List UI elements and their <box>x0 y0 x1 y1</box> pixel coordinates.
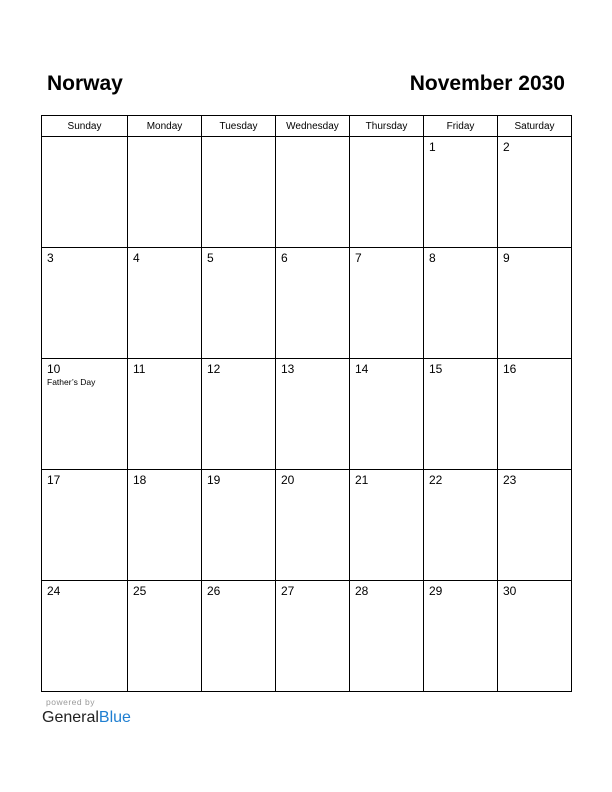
week-row <box>42 248 572 359</box>
day-number: 19 <box>207 473 221 487</box>
day-number: 5 <box>207 251 214 265</box>
day-cell <box>128 581 202 692</box>
day-cell <box>42 248 128 359</box>
day-cell <box>498 470 572 581</box>
day-number <box>202 137 275 140</box>
day-number: 6 <box>281 251 288 265</box>
week-row <box>42 581 572 692</box>
day-cell <box>498 359 572 470</box>
day-number: 9 <box>503 251 510 265</box>
day-number: 10 <box>47 362 61 376</box>
day-number: 11 <box>133 362 146 376</box>
day-cell <box>498 137 572 248</box>
weekday-header-row <box>42 116 572 137</box>
day-number: 28 <box>355 584 369 598</box>
day-number: 22 <box>429 473 443 487</box>
weekday-header-saturday: Saturday <box>498 116 572 137</box>
day-cell <box>424 137 498 248</box>
brand-name-part2: Blue <box>98 709 131 726</box>
day-cell <box>350 137 424 248</box>
day-cell <box>424 470 498 581</box>
day-number: 14 <box>355 362 369 376</box>
day-cell <box>202 581 276 692</box>
day-number: 18 <box>133 473 147 487</box>
day-cell <box>128 470 202 581</box>
month-year-title: November 2030 <box>409 72 565 95</box>
weekday-header-tuesday: Tuesday <box>202 116 276 137</box>
day-number: 2 <box>503 140 510 154</box>
day-cell <box>276 470 350 581</box>
day-number: 16 <box>503 362 517 376</box>
day-number <box>276 137 349 140</box>
month-calendar-grid <box>41 115 572 692</box>
day-cell <box>128 359 202 470</box>
day-cell <box>498 248 572 359</box>
week-row <box>42 359 572 470</box>
day-number: 21 <box>355 473 369 487</box>
day-number <box>128 137 201 140</box>
day-cell <box>276 359 350 470</box>
day-cell <box>276 137 350 248</box>
powered-by-label: powered by <box>46 697 95 707</box>
day-number: 17 <box>47 473 61 487</box>
day-cell <box>498 581 572 692</box>
day-cell <box>350 581 424 692</box>
day-number: 3 <box>47 251 54 265</box>
brand-name-part1: General <box>42 709 99 726</box>
week-row <box>42 137 572 248</box>
day-number: 8 <box>429 251 436 265</box>
day-number: 27 <box>281 584 295 598</box>
day-number: 7 <box>355 251 362 265</box>
country-title: Norway <box>47 72 123 95</box>
day-number: 1 <box>429 140 436 154</box>
day-cell <box>424 359 498 470</box>
day-cell <box>350 359 424 470</box>
holiday-label: Father’s Day <box>47 377 96 387</box>
day-cell <box>202 137 276 248</box>
day-number: 24 <box>47 584 61 598</box>
day-cell <box>276 581 350 692</box>
day-cell <box>42 359 128 470</box>
day-cell <box>42 137 128 248</box>
day-cell <box>350 248 424 359</box>
day-number: 13 <box>281 362 295 376</box>
day-cell <box>202 248 276 359</box>
day-cell <box>128 137 202 248</box>
day-number: 4 <box>133 251 140 265</box>
day-number <box>42 137 127 140</box>
day-cell <box>42 581 128 692</box>
day-number <box>350 137 423 140</box>
day-cell <box>202 359 276 470</box>
day-cell <box>350 470 424 581</box>
weekday-header-wednesday: Wednesday <box>276 116 350 137</box>
day-cell <box>424 581 498 692</box>
weekday-header-thursday: Thursday <box>350 116 424 137</box>
weekday-header-friday: Friday <box>424 116 498 137</box>
calendar-weeks <box>42 137 572 692</box>
day-number: 23 <box>503 473 517 487</box>
day-cell <box>202 470 276 581</box>
generalblue-logo <box>42 708 131 728</box>
week-row <box>42 470 572 581</box>
day-cell <box>128 248 202 359</box>
day-cell <box>424 248 498 359</box>
weekday-header-monday: Monday <box>128 116 202 137</box>
day-number: 12 <box>207 362 221 376</box>
day-cell <box>42 470 128 581</box>
day-number: 25 <box>133 584 147 598</box>
day-number: 20 <box>281 473 295 487</box>
day-number: 29 <box>429 584 443 598</box>
day-number: 30 <box>503 584 517 598</box>
day-number: 26 <box>207 584 221 598</box>
day-number: 15 <box>429 362 443 376</box>
weekday-header-sunday: Sunday <box>42 116 128 137</box>
day-cell <box>276 248 350 359</box>
